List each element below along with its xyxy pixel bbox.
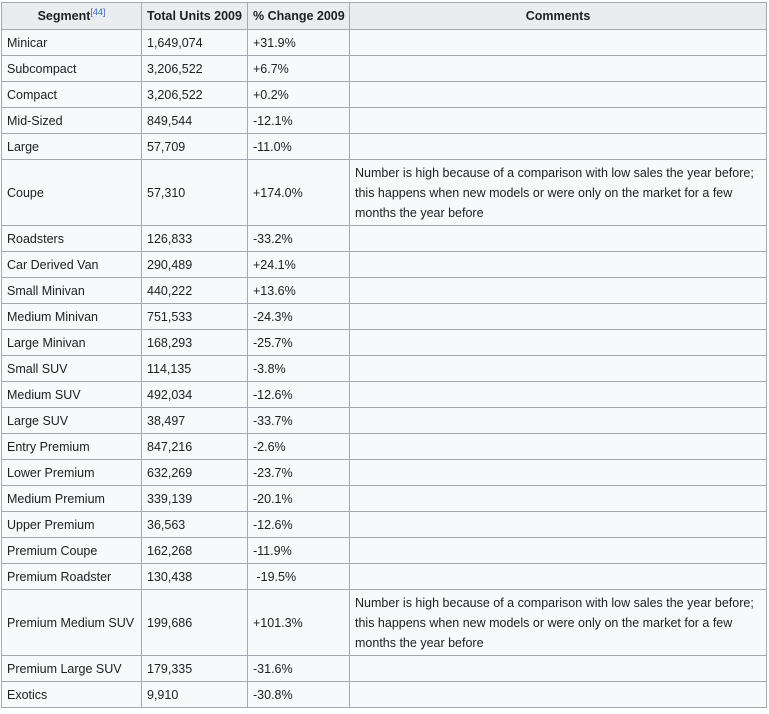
comment-cell (350, 304, 767, 330)
total-units-cell: 130,438 (142, 564, 248, 590)
pct-change-cell: -3.8% (248, 356, 350, 382)
table-row (2, 460, 767, 486)
comment-cell (350, 486, 767, 512)
table-row (2, 30, 767, 56)
comment-cell (350, 278, 767, 304)
comment-cell: Number is high because of a comparison with low sales the year before; this happens when new models or were only on the market for a few months the year before (350, 160, 767, 226)
comment-cell (350, 226, 767, 252)
header-pct-change: % Change 2009 (248, 3, 350, 30)
segment-cell: Medium Minivan (2, 304, 142, 330)
table-row (2, 160, 767, 226)
total-units-cell: 290,489 (142, 252, 248, 278)
table-row (2, 512, 767, 538)
pct-change-cell: -25.7% (248, 330, 350, 356)
pct-change-cell: -12.6% (248, 382, 350, 408)
pct-change-cell: -23.7% (248, 460, 350, 486)
pct-change-cell: +101.3% (248, 590, 350, 656)
table-row (2, 356, 767, 382)
segment-cell: Roadsters (2, 226, 142, 252)
pct-change-cell: +174.0% (248, 160, 350, 226)
pct-change-cell: -24.3% (248, 304, 350, 330)
segment-cell: Subcompact (2, 56, 142, 82)
total-units-cell: 492,034 (142, 382, 248, 408)
table-row (2, 590, 767, 656)
comment-cell (350, 512, 767, 538)
pct-change-cell: -11.9% (248, 538, 350, 564)
comment-cell: Number is high because of a comparison with low sales the year before; this happens when new models or were only on the market for a few months the year before (350, 590, 767, 656)
segment-cell: Medium Premium (2, 486, 142, 512)
pct-change-cell: -11.0% (248, 134, 350, 160)
table-row (2, 564, 767, 590)
comment-cell (350, 252, 767, 278)
table-row (2, 226, 767, 252)
segment-cell: Exotics (2, 682, 142, 708)
table-row (2, 434, 767, 460)
comment-cell (350, 108, 767, 134)
table-row (2, 408, 767, 434)
total-units-cell: 9,910 (142, 682, 248, 708)
comment-cell (350, 564, 767, 590)
segment-cell: Large Minivan (2, 330, 142, 356)
segment-cell: Medium SUV (2, 382, 142, 408)
total-units-cell: 199,686 (142, 590, 248, 656)
segment-cell: Entry Premium (2, 434, 142, 460)
pct-change-cell: -12.1% (248, 108, 350, 134)
total-units-cell: 3,206,522 (142, 82, 248, 108)
segment-sales-table (1, 2, 767, 708)
table-row (2, 304, 767, 330)
segment-cell: Premium Large SUV (2, 656, 142, 682)
segment-cell: Coupe (2, 160, 142, 226)
segment-cell: Minicar (2, 30, 142, 56)
table-row (2, 330, 767, 356)
table-row (2, 252, 767, 278)
total-units-cell: 38,497 (142, 408, 248, 434)
total-units-cell: 57,709 (142, 134, 248, 160)
table-row (2, 134, 767, 160)
table-row (2, 682, 767, 708)
table-row (2, 656, 767, 682)
header-row (2, 3, 767, 30)
header-total-units: Total Units 2009 (142, 3, 248, 30)
header-segment-label: Segment (37, 9, 91, 23)
comment-cell (350, 656, 767, 682)
segment-cell: Lower Premium (2, 460, 142, 486)
total-units-cell: 1,649,074 (142, 30, 248, 56)
pct-change-cell: -12.6% (248, 512, 350, 538)
table-row (2, 82, 767, 108)
table-row (2, 56, 767, 82)
segment-cell: Premium Roadster (2, 564, 142, 590)
comment-cell (350, 682, 767, 708)
reference-link[interactable]: [44] (90, 6, 106, 17)
pct-change-cell: -31.6% (248, 656, 350, 682)
comment-cell (350, 356, 767, 382)
total-units-cell: 168,293 (142, 330, 248, 356)
segment-cell: Compact (2, 82, 142, 108)
segment-cell: Car Derived Van (2, 252, 142, 278)
total-units-cell: 3,206,522 (142, 56, 248, 82)
total-units-cell: 114,135 (142, 356, 248, 382)
pct-change-cell: -19.5% (248, 564, 350, 590)
comment-cell (350, 134, 767, 160)
pct-change-cell: +6.7% (248, 56, 350, 82)
comment-cell (350, 408, 767, 434)
comment-cell (350, 382, 767, 408)
total-units-cell: 36,563 (142, 512, 248, 538)
pct-change-cell: +13.6% (248, 278, 350, 304)
table-row (2, 538, 767, 564)
segment-cell: Mid-Sized (2, 108, 142, 134)
total-units-cell: 751,533 (142, 304, 248, 330)
segment-cell: Small Minivan (2, 278, 142, 304)
table-body (2, 30, 767, 708)
segment-cell: Large SUV (2, 408, 142, 434)
pct-change-cell: -20.1% (248, 486, 350, 512)
segment-cell: Premium Coupe (2, 538, 142, 564)
pct-change-cell: +0.2% (248, 82, 350, 108)
comment-cell (350, 538, 767, 564)
total-units-cell: 162,268 (142, 538, 248, 564)
table-row (2, 382, 767, 408)
comment-cell (350, 30, 767, 56)
comment-cell (350, 460, 767, 486)
total-units-cell: 179,335 (142, 656, 248, 682)
pct-change-cell: -33.2% (248, 226, 350, 252)
total-units-cell: 440,222 (142, 278, 248, 304)
segment-cell: Premium Medium SUV (2, 590, 142, 656)
total-units-cell: 632,269 (142, 460, 248, 486)
segment-cell: Large (2, 134, 142, 160)
segment-cell: Upper Premium (2, 512, 142, 538)
total-units-cell: 126,833 (142, 226, 248, 252)
segment-cell: Small SUV (2, 356, 142, 382)
table-row (2, 278, 767, 304)
total-units-cell: 849,544 (142, 108, 248, 134)
header-comments: Comments (350, 3, 767, 30)
pct-change-cell: -33.7% (248, 408, 350, 434)
comment-cell (350, 82, 767, 108)
total-units-cell: 57,310 (142, 160, 248, 226)
pct-change-cell: -30.8% (248, 682, 350, 708)
comment-cell (350, 330, 767, 356)
comment-cell (350, 434, 767, 460)
pct-change-cell: +24.1% (248, 252, 350, 278)
table-row (2, 108, 767, 134)
pct-change-cell: +31.9% (248, 30, 350, 56)
table-row (2, 486, 767, 512)
pct-change-cell: -2.6% (248, 434, 350, 460)
comment-cell (350, 56, 767, 82)
total-units-cell: 847,216 (142, 434, 248, 460)
header-segment (2, 3, 142, 30)
total-units-cell: 339,139 (142, 486, 248, 512)
